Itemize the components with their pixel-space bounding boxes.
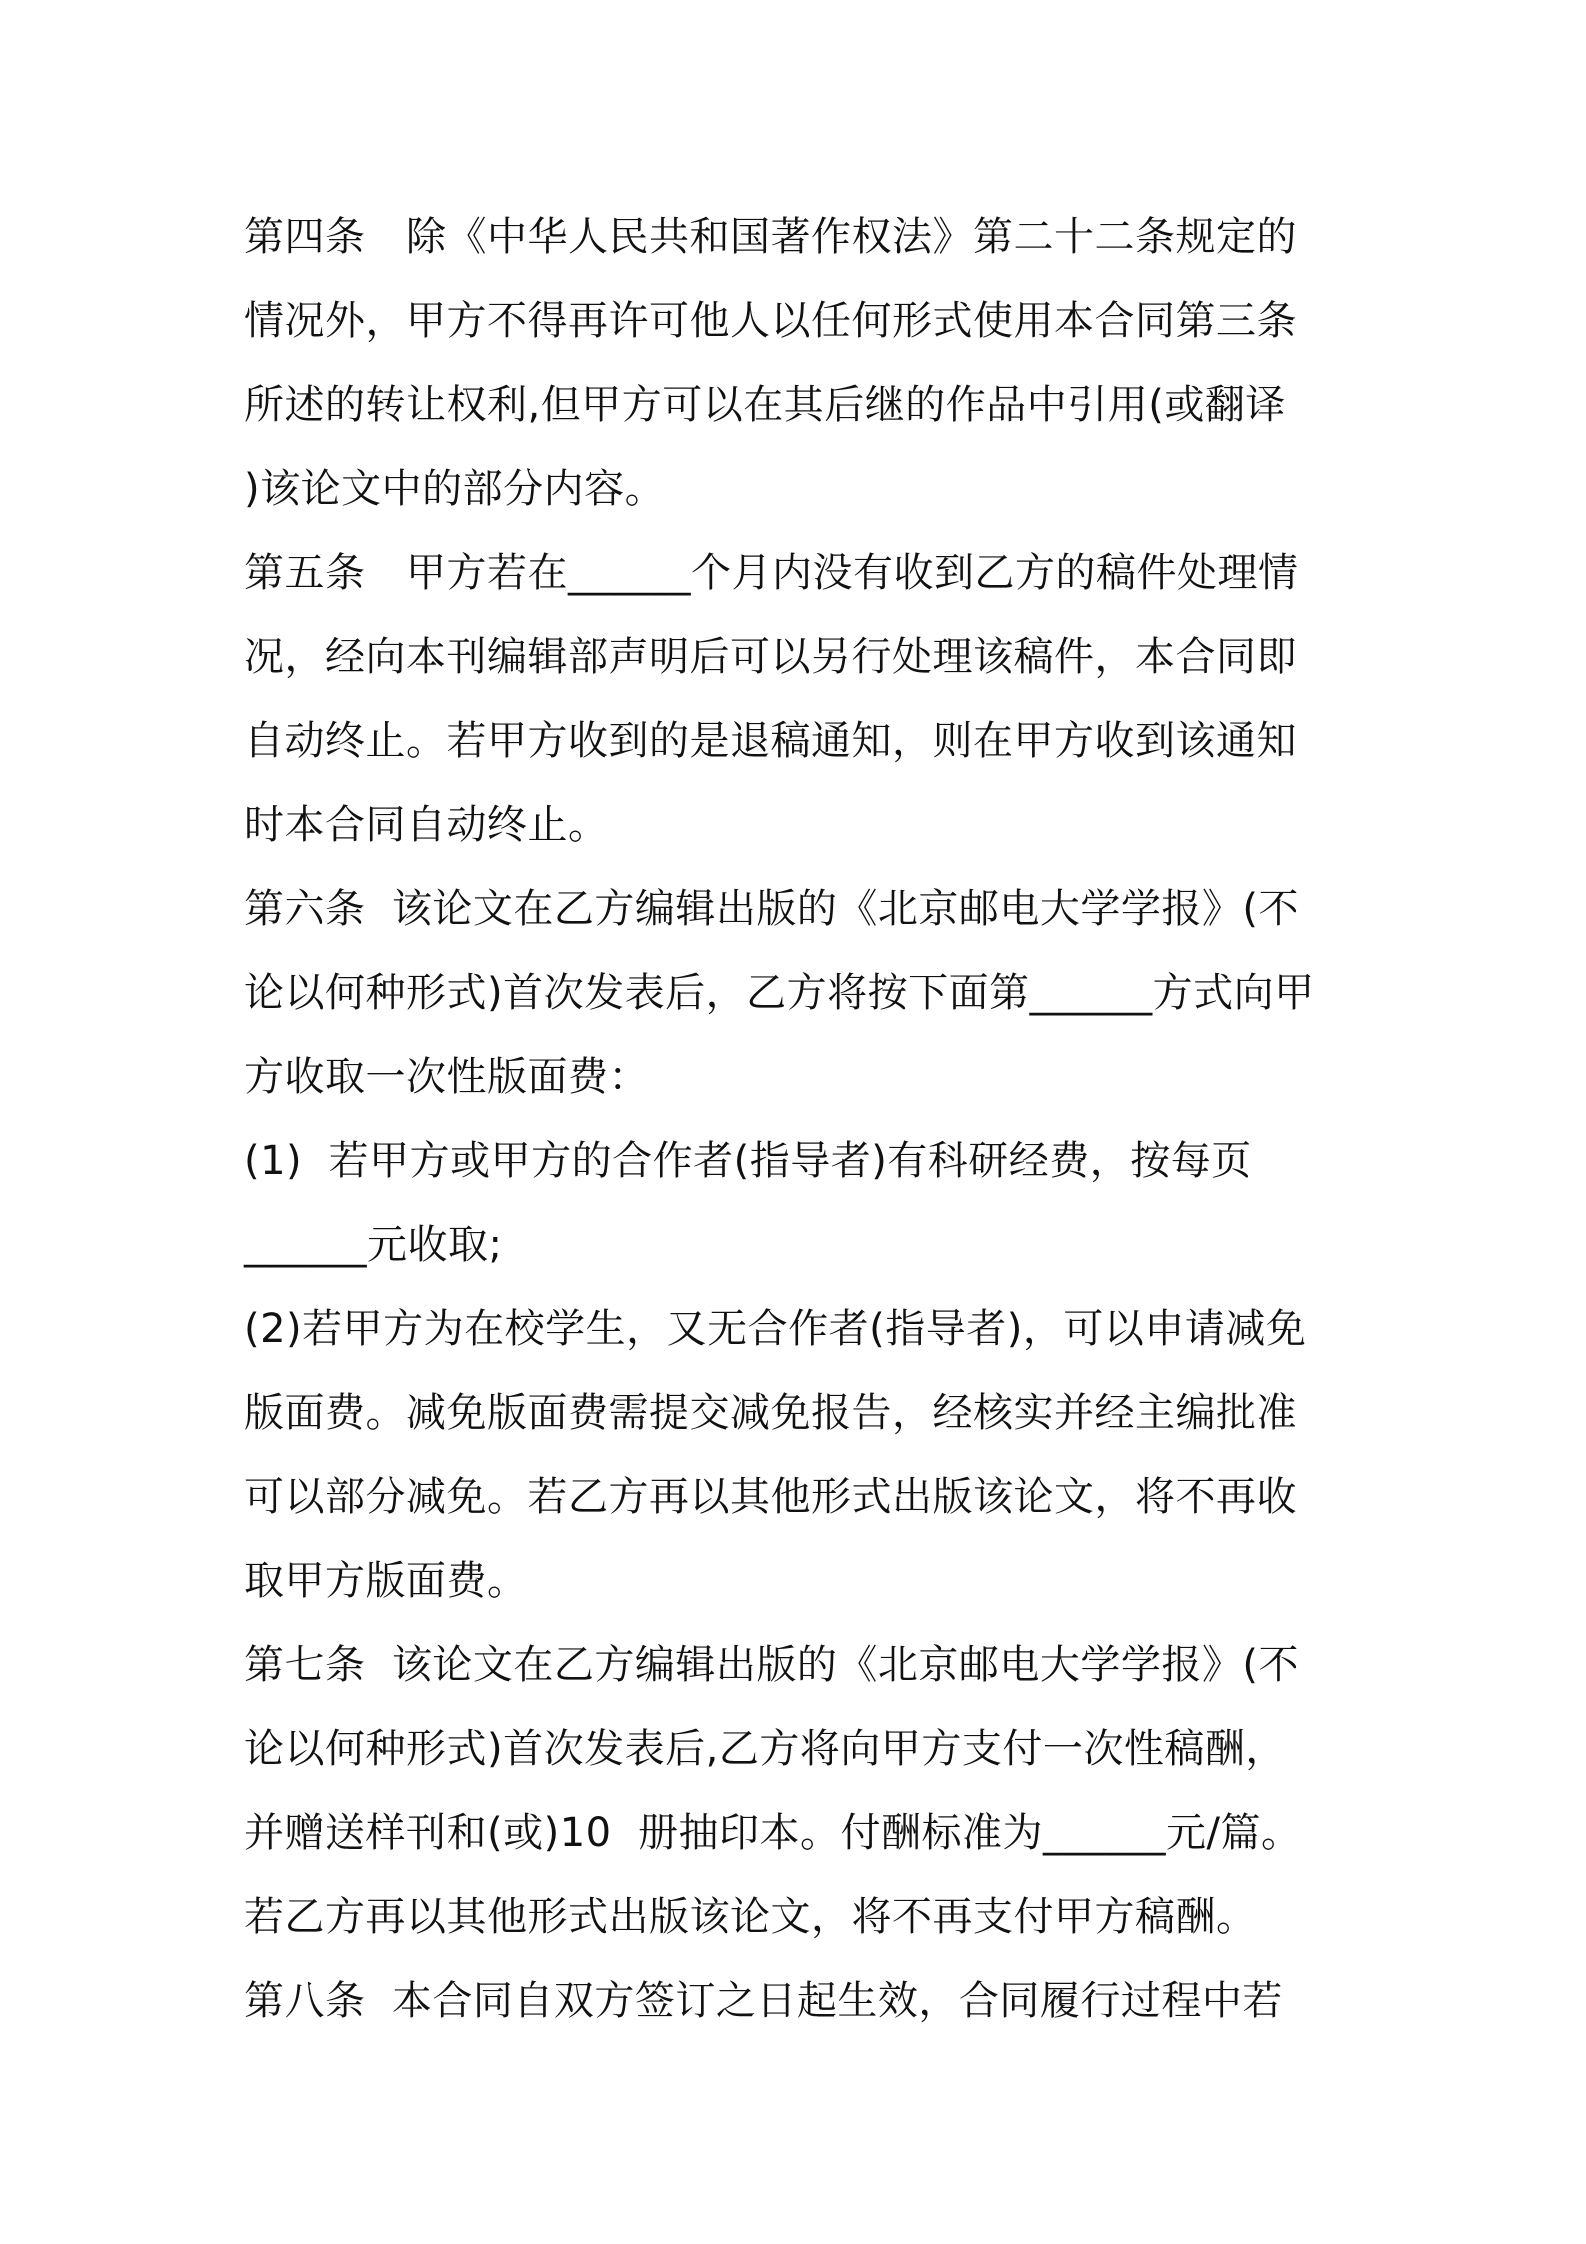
text-line: 可以部分减免。若乙方再以其他形式出版该论文，将不再收 — [244, 1474, 1297, 1520]
text-line: 自动终止。若甲方收到的是退稿通知，则在甲方收到该通知 — [244, 718, 1297, 764]
text-line: 第六条 该论文在乙方编辑出版的《北京邮电大学学报》(不 — [244, 886, 1300, 932]
contract-text — [244, 195, 1364, 2043]
text-line: 取甲方版面费。 — [244, 1558, 528, 1604]
text-line: 版面费。减免版面费需提交减免报告，经核实并经主编批准 — [244, 1390, 1297, 1436]
text-line: )该论文中的部分内容。 — [244, 466, 666, 512]
text-line: 第七条 该论文在乙方编辑出版的《北京邮电大学学报》(不 — [244, 1642, 1300, 1688]
text-line: 所述的转让权利,但甲方可以在其后继的作品中引用(或翻译 — [244, 382, 1286, 428]
text-line: 第八条 本合同自双方签订之日起生效，合同履行过程中若 — [244, 1978, 1283, 2024]
text-line: 论以何种形式)首次发表后,乙方将向甲方支付一次性稿酬， — [244, 1726, 1286, 1772]
text-line: 论以何种形式)首次发表后，乙方将按下面第______方式向甲 — [244, 970, 1315, 1016]
text-line: 情况外，甲方不得再许可他人以任何形式使用本合同第三条 — [244, 298, 1297, 344]
text-line: 方收取一次性版面费： — [244, 1054, 649, 1100]
text-line: (2)若甲方为在校学生，又无合作者(指导者)，可以申请减免 — [244, 1306, 1307, 1352]
text-line: 并赠送样刊和(或)10 册抽印本。付酬标准为______元/篇。 — [244, 1810, 1302, 1856]
text-line: 时本合同自动终止。 — [244, 802, 609, 848]
text-line: 第五条 甲方若在______个月内没有收到乙方的稿件处理情 — [244, 550, 1299, 596]
text-line: ______元收取; — [244, 1222, 503, 1268]
text-line: 第四条 除《中华人民共和国著作权法》第二十二条规定的 — [244, 214, 1297, 260]
text-line: 况，经向本刊编辑部声明后可以另行处理该稿件，本合同即 — [244, 634, 1297, 680]
text-line: (1) 若甲方或甲方的合作者(指导者)有科研经费，按每页 — [244, 1138, 1252, 1184]
text-line: 若乙方再以其他形式出版该论文，将不再支付甲方稿酬。 — [244, 1894, 1257, 1940]
